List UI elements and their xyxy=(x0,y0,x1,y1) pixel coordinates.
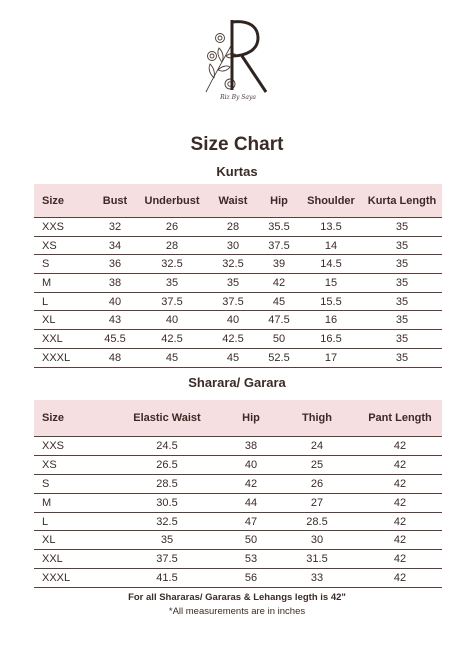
measurement-cell: 15.5 xyxy=(300,292,362,311)
measurement-cell: 25 xyxy=(276,455,358,474)
measurement-cell: 35 xyxy=(362,330,442,349)
size-label-cell: S xyxy=(34,255,94,274)
column-header: Pant Length xyxy=(358,400,442,437)
measurement-cell: 26.5 xyxy=(108,455,226,474)
measurement-cell: 40 xyxy=(136,311,208,330)
measurement-cell: 47.5 xyxy=(258,311,300,330)
measurement-cell: 41.5 xyxy=(108,569,226,588)
table-row xyxy=(34,493,442,512)
measurement-cell: 32.5 xyxy=(108,512,226,531)
measurement-cell: 32.5 xyxy=(208,255,258,274)
table-row xyxy=(34,474,442,493)
measurement-cell: 28.5 xyxy=(108,474,226,493)
size-label-cell: L xyxy=(34,512,108,531)
measurement-cell: 17 xyxy=(300,348,362,367)
column-header: Hip xyxy=(226,400,276,437)
length-note: For all Shararas/ Gararas & Lehangs legth is 42" xyxy=(128,592,346,603)
measurement-cell: 35 xyxy=(136,274,208,293)
table-row xyxy=(34,274,442,293)
measurement-cell: 42 xyxy=(358,437,442,456)
measurement-cell: 31.5 xyxy=(276,550,358,569)
measurement-cell: 37.5 xyxy=(258,236,300,255)
measurement-cell: 52.5 xyxy=(258,348,300,367)
measurement-cell: 26 xyxy=(136,218,208,237)
measurement-cell: 35 xyxy=(362,255,442,274)
measurement-cell: 37.5 xyxy=(208,292,258,311)
size-label-cell: S xyxy=(34,474,108,493)
size-label-cell: XXL xyxy=(34,330,94,349)
measurement-cell: 32.5 xyxy=(136,255,208,274)
measurement-cell: 14.5 xyxy=(300,255,362,274)
measurement-cell: 42.5 xyxy=(208,330,258,349)
column-header: Hip xyxy=(258,184,300,218)
measurement-cell: 16 xyxy=(300,311,362,330)
measurement-cell: 35 xyxy=(362,236,442,255)
size-label-cell: XXXL xyxy=(34,569,108,588)
measurement-cell: 45 xyxy=(258,292,300,311)
measurement-cell: 50 xyxy=(226,531,276,550)
measurement-cell: 42 xyxy=(358,569,442,588)
size-label-cell: XL xyxy=(34,311,94,330)
table-header-row xyxy=(34,184,442,218)
table-header-row xyxy=(34,400,442,437)
measurement-cell: 45 xyxy=(136,348,208,367)
page-title: Size Chart xyxy=(190,134,284,155)
measurement-cell: 26 xyxy=(276,474,358,493)
table-row xyxy=(34,437,442,456)
size-label-cell: XXXL xyxy=(34,348,94,367)
size-label-cell: M xyxy=(34,493,108,512)
measurement-cell: 36 xyxy=(94,255,136,274)
size-label-cell: M xyxy=(34,274,94,293)
table-row xyxy=(34,348,442,367)
measurement-cell: 35 xyxy=(362,311,442,330)
measurement-cell: 30 xyxy=(276,531,358,550)
table-row xyxy=(34,455,442,474)
measurement-cell: 43 xyxy=(94,311,136,330)
table-row xyxy=(34,531,442,550)
measurement-cell: 42 xyxy=(258,274,300,293)
measurement-cell: 42 xyxy=(358,531,442,550)
measurement-cell: 24.5 xyxy=(108,437,226,456)
measurement-cell: 47 xyxy=(226,512,276,531)
measurement-cell: 48 xyxy=(94,348,136,367)
measurement-cell: 30 xyxy=(208,236,258,255)
table-row xyxy=(34,569,442,588)
table-row xyxy=(34,218,442,237)
measurement-cell: 42.5 xyxy=(136,330,208,349)
table-row xyxy=(34,550,442,569)
measurement-cell: 37.5 xyxy=(108,550,226,569)
measurement-cell: 28.5 xyxy=(276,512,358,531)
measurement-cell: 39 xyxy=(258,255,300,274)
measurement-cell: 40 xyxy=(208,311,258,330)
measurement-cell: 42 xyxy=(358,550,442,569)
measurement-cell: 37.5 xyxy=(136,292,208,311)
table-row xyxy=(34,292,442,311)
measurement-cell: 13.5 xyxy=(300,218,362,237)
measurement-cell: 56 xyxy=(226,569,276,588)
kurtas-heading: Kurtas xyxy=(216,164,258,179)
measurement-cell: 24 xyxy=(276,437,358,456)
measurement-cell: 27 xyxy=(276,493,358,512)
size-label-cell: XXL xyxy=(34,550,108,569)
column-header: Bust xyxy=(94,184,136,218)
column-header: Kurta Length xyxy=(362,184,442,218)
size-label-cell: XS xyxy=(34,236,94,255)
measurement-cell: 35 xyxy=(362,274,442,293)
size-label-cell: L xyxy=(34,292,94,311)
measurement-cell: 38 xyxy=(94,274,136,293)
measurement-cell: 14 xyxy=(300,236,362,255)
measurement-cell: 45.5 xyxy=(94,330,136,349)
units-note: *All measurements are in inches xyxy=(168,606,306,617)
table-row xyxy=(34,330,442,349)
size-label-cell: XXS xyxy=(34,437,108,456)
size-label-cell: XL xyxy=(34,531,108,550)
measurement-cell: 28 xyxy=(208,218,258,237)
measurement-cell: 42 xyxy=(358,474,442,493)
column-header: Size xyxy=(34,184,94,218)
measurement-cell: 35 xyxy=(108,531,226,550)
measurement-cell: 44 xyxy=(226,493,276,512)
measurement-cell: 42 xyxy=(358,455,442,474)
measurement-cell: 35 xyxy=(362,292,442,311)
measurement-cell: 35 xyxy=(208,274,258,293)
measurement-cell: 40 xyxy=(94,292,136,311)
column-header: Size xyxy=(34,400,108,437)
measurement-cell: 50 xyxy=(258,330,300,349)
measurement-cell: 15 xyxy=(300,274,362,293)
table-row xyxy=(34,311,442,330)
measurement-cell: 35 xyxy=(362,348,442,367)
measurement-cell: 32 xyxy=(94,218,136,237)
size-label-cell: XS xyxy=(34,455,108,474)
measurement-cell: 34 xyxy=(94,236,136,255)
measurement-cell: 30.5 xyxy=(108,493,226,512)
measurement-cell: 35 xyxy=(362,218,442,237)
measurement-cell: 45 xyxy=(208,348,258,367)
measurement-cell: 38 xyxy=(226,437,276,456)
column-header: Thigh xyxy=(276,400,358,437)
size-label-cell: XXS xyxy=(34,218,94,237)
column-header: Elastic Waist xyxy=(108,400,226,437)
column-header: Waist xyxy=(208,184,258,218)
brand-logo-icon xyxy=(200,14,276,106)
measurement-cell: 16.5 xyxy=(300,330,362,349)
measurement-cell: 42 xyxy=(358,493,442,512)
table-row xyxy=(34,236,442,255)
table-row xyxy=(34,512,442,531)
measurement-cell: 53 xyxy=(226,550,276,569)
brand-tagline: Riz By Saya xyxy=(220,94,256,101)
sharara-size-table xyxy=(34,400,442,588)
table-row xyxy=(34,255,442,274)
measurement-cell: 42 xyxy=(358,512,442,531)
column-header: Shoulder xyxy=(300,184,362,218)
measurement-cell: 40 xyxy=(226,455,276,474)
kurtas-size-table xyxy=(34,184,442,368)
column-header: Underbust xyxy=(136,184,208,218)
sharara-heading: Sharara/ Garara xyxy=(188,375,286,390)
measurement-cell: 35.5 xyxy=(258,218,300,237)
measurement-cell: 33 xyxy=(276,569,358,588)
measurement-cell: 42 xyxy=(226,474,276,493)
measurement-cell: 28 xyxy=(136,236,208,255)
